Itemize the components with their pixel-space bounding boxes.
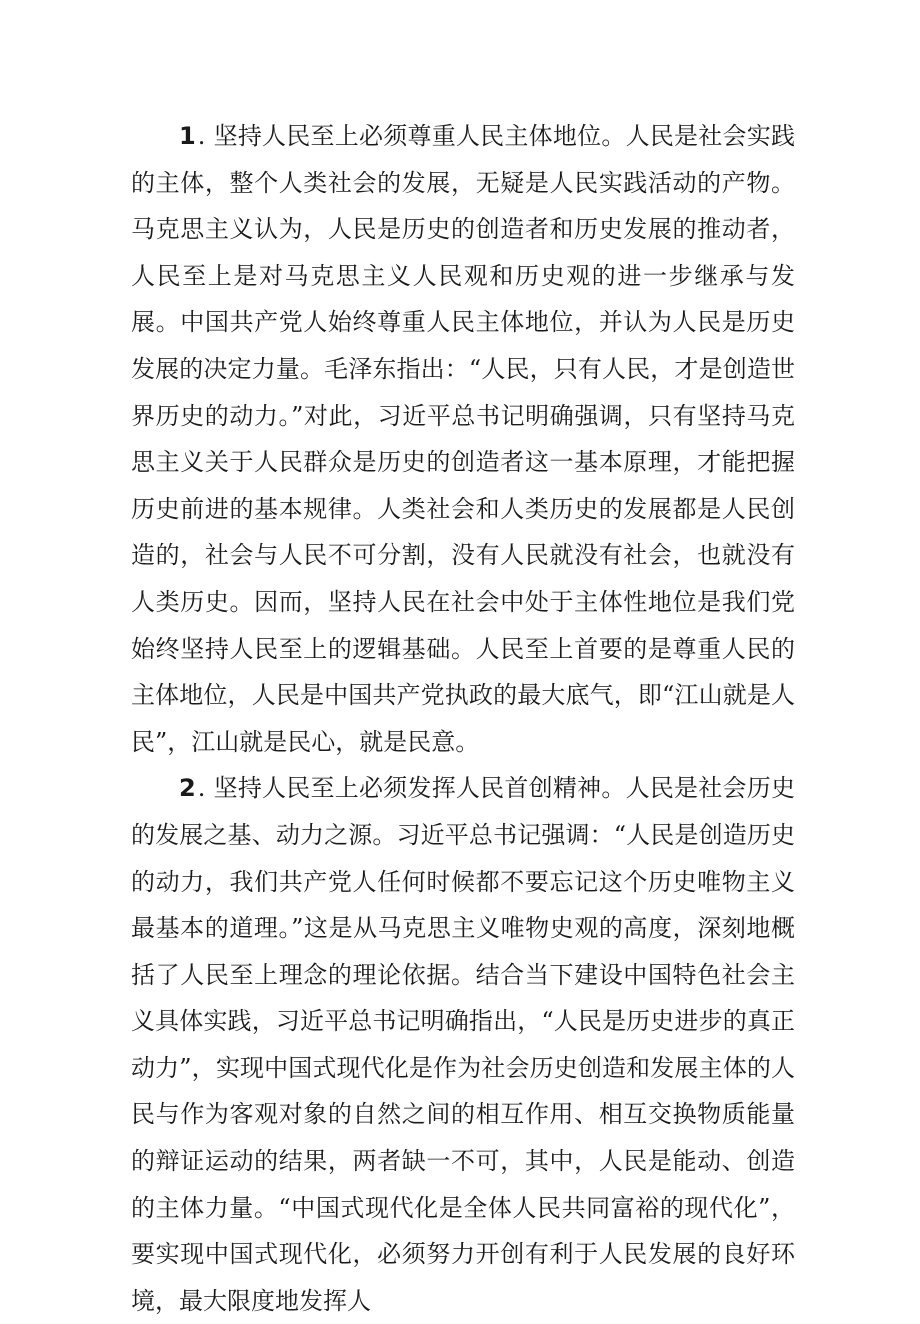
- paragraph-number: 2: [179, 774, 196, 803]
- paragraph-number-separator: .: [197, 774, 206, 803]
- paragraph-text: 坚持人民至上必须尊重人民主体地位。人民是社会实践的主体，整个人类社会的发展，无疑是人民实践活动的产物。马克思主义认为，人民是历史的创造者和历史发展的推动者，人民至上是对马克思主义人民观和历史观的进一步继承与发展。中国共产党人始终尊重人民主体地位，并认为人民是历史发展的决定力量。毛泽东指出：“人民，只有人民，才是创造世界历史的动力。”对此，习近平总书记明确强调，只有坚持马克思主义关于人民群众是历史的创造者这一基本原理，才能把握历史前进的基本规律。人类社会和人类历史的发展都是人民创造的，社会与人民不可分割，没有人民就没有社会，也就没有人类历史。因而，坚持人民在社会中处于主体性地位是我们党始终坚持人民至上的逻辑基础。人民至上首要的是尊重人民的主体地位，人民是中国共产党执政的最大底气，即“江山就是人民”，江山就是民心，就是民意。: [131, 122, 795, 756]
- paragraph-number: 1: [179, 122, 196, 150]
- document-page: [131, 113, 795, 1324]
- paragraph-number-separator: .: [197, 122, 206, 150]
- paragraph-text: 坚持人民至上必须发挥人民首创精神。人民是社会历史的发展之基、动力之源。习近平总书记强调：“人民是创造历史的动力，我们共产党人任何时候都不要忘记这个历史唯物主义最基本的道理。”这是从马克思主义唯物史观的高度，深刻地概括了人民至上理念的理论依据。结合当下建设中国特色社会主义具体实践，习近平总书记明确指出，“人民是历史进步的真正动力”，实现中国式现代化是作为社会历史创造和发展主体的人民与作为客观对象的自然之间的相互作用、相互交换物质能量的辩证运动的结果，两者缺一不可，其中，人民是能动、创造的主体力量。“中国式现代化是全体人民共同富裕的现代化”，要实现中国式现代化，必须努力开创有利于人民发展的良好环境，最大限度地发挥人: [131, 774, 795, 1315]
- paragraph-2: [131, 765, 795, 1324]
- paragraph-1: [131, 113, 795, 765]
